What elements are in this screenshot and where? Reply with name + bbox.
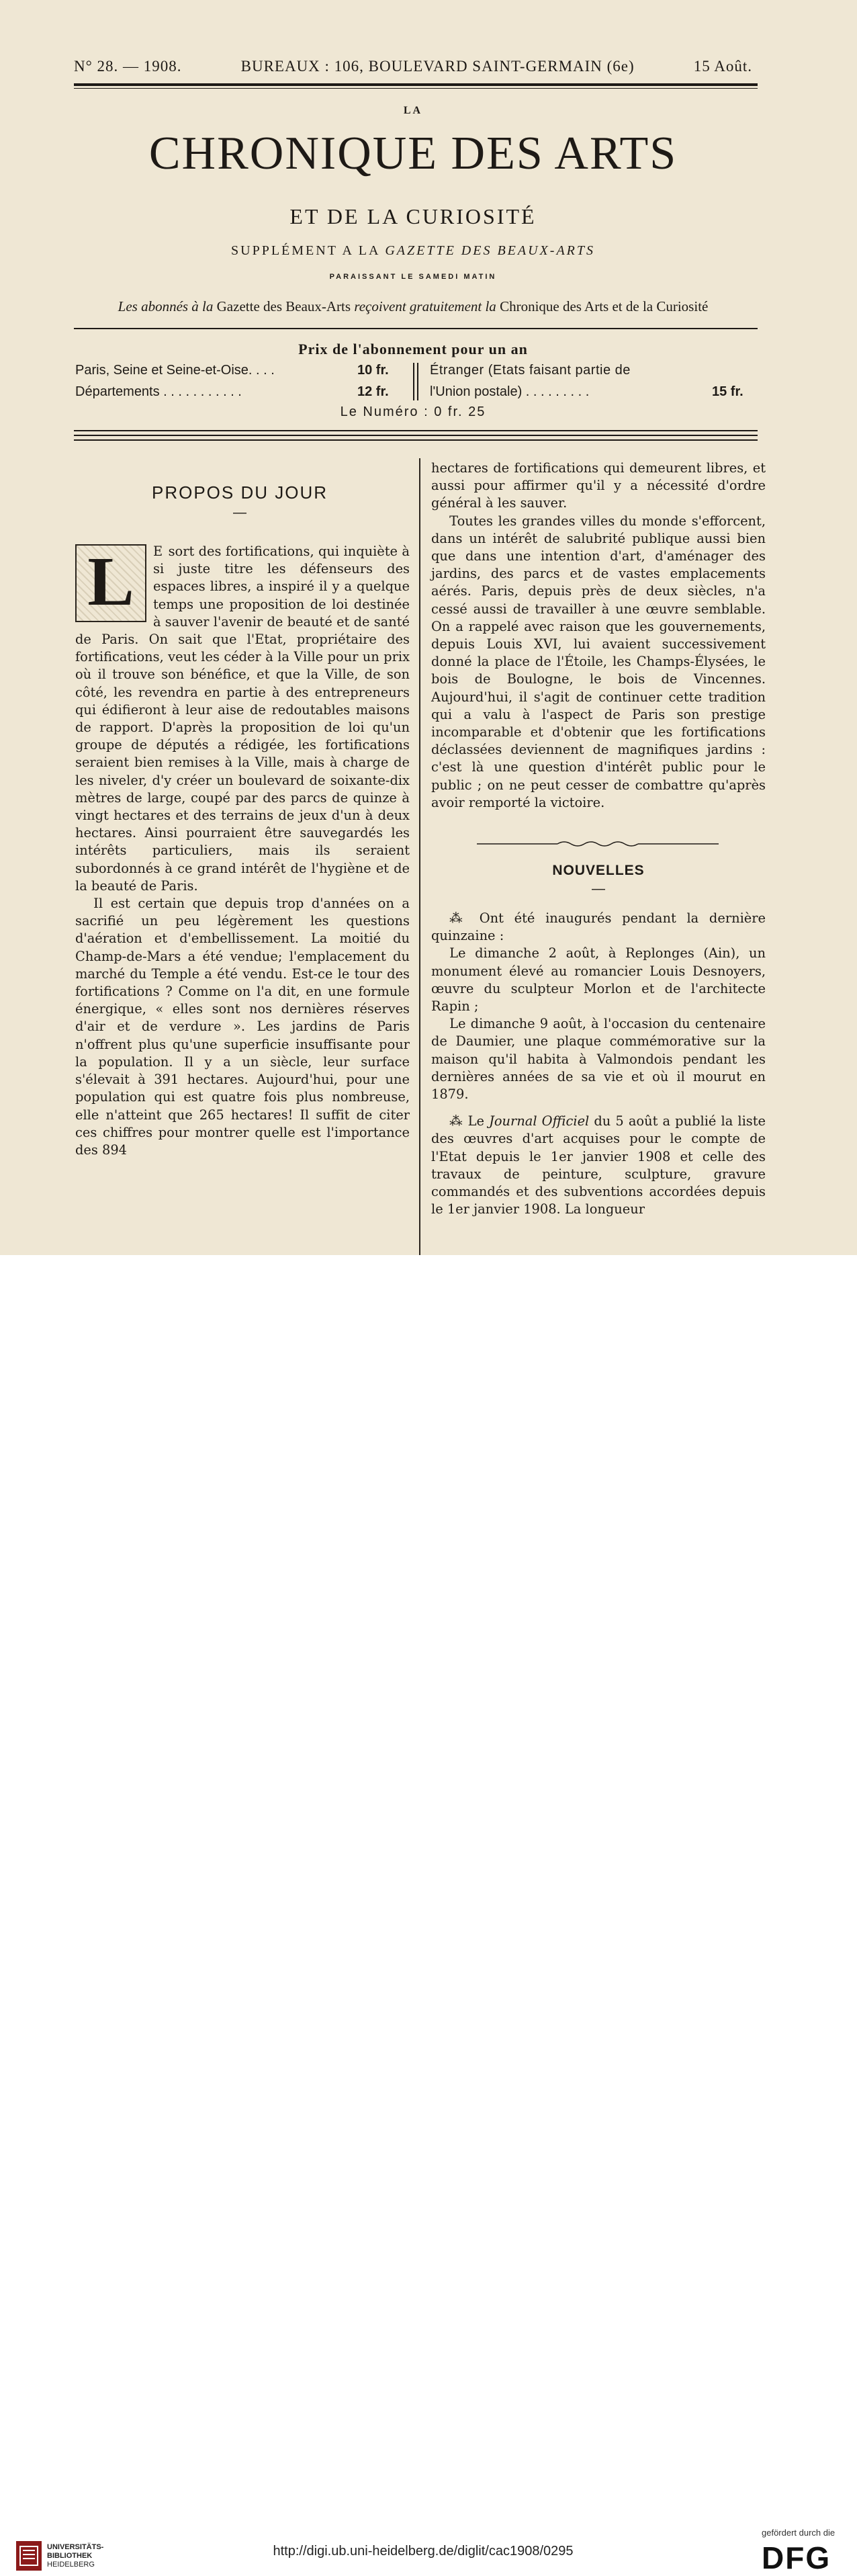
nouvelles-dash: — bbox=[592, 882, 605, 896]
paraissant-line: PARAISSANT LE SAMEDI MATIN bbox=[329, 273, 497, 281]
masthead-la: LA bbox=[403, 105, 423, 116]
right-paragraph-1: hectares de fortifications qui demeurent libres, et aussi pour affirmer qu'il y a nécessité d'ordre général à les sauver. bbox=[431, 460, 766, 511]
university-line-2: BIBLIOTHEK bbox=[47, 2552, 93, 2560]
etranger-price: 15 fr. bbox=[712, 384, 743, 399]
masthead-subtitle: ET DE LA CURIOSITÉ bbox=[289, 204, 537, 228]
subscription-divider-2 bbox=[417, 363, 418, 400]
propos-title: PROPOS DU JOUR bbox=[151, 482, 328, 503]
paris-label: Paris, Seine et Seine-et-Oise. . . . bbox=[75, 363, 275, 378]
nouvelle-4-a: ⁂ Le bbox=[449, 1113, 484, 1129]
supplement-prefix: SUPPLÉMENT A LA bbox=[231, 243, 380, 258]
lead-letter: E bbox=[153, 544, 165, 559]
column-divider bbox=[419, 458, 420, 1256]
bureaux-address: BUREAUX : 106, BOULEVARD SAINT-GERMAIN (6e) bbox=[240, 58, 635, 75]
masthead-rule bbox=[74, 328, 758, 329]
nouvelle-2: Le dimanche 2 août, à Replonges (Ain), un monument élevé au romancier Louis Desnoyers, œuvre du sculpteur Morlon et de l'architecte Rapin ; bbox=[431, 945, 766, 1015]
supplement-gazette: GAZETTE DES BEAUX-ARTS bbox=[385, 243, 595, 258]
source-url[interactable]: http://digi.ub.uni-heidelberg.de/diglit/cac1908/0295 bbox=[273, 2544, 574, 2559]
abonnes-part-3: reçoivent gratuitement la bbox=[354, 298, 496, 314]
university-name bbox=[47, 2543, 103, 2569]
nouvelles-text bbox=[431, 910, 766, 1218]
left-paragraph-2: Il est certain que depuis trop d'années on a sacrifié un peu légèrement les questions d'aération et d'embellissement. La moitié du Champ-de-Mars a été vendue; l'emplacement du marché du Temple a été vendu. Est-ce le tour des fortifications ? Comme on l'a dit, en une formule énergique, « elles sont nos dernières réserves d'air et de verdure ». Les jardins de Paris n'offrent plus qu'une superficie insuffisante pour la population. Il y a un siècle, leur surface s'élevait à 391 hectares. Aujourd'hui, pour une population qui est quatre fois plus nombreuse, elle n'atteint que 265 hectares! Il suffit de citer ces chiffres pour montrer quelle est l'importance des 894 bbox=[75, 896, 410, 1158]
header-rule-thin bbox=[74, 88, 758, 89]
digitization-footer bbox=[0, 1255, 857, 2575]
issue-number: N° 28. — 1908. bbox=[74, 58, 182, 75]
abonnes-part-4: Chronique des Arts et de la Curiosité bbox=[500, 298, 709, 314]
left-paragraph-1-text: sort des fortifications, qui inquiète à si juste titre les défenseurs des espaces libres, a inspiré il y a quelque temps une proposition de loi destinée à sauver l'avenir de beauté et de santé de Paris. On sait que l'Etat, propriétaire des fortifications, veut les céder à la Ville pour un prix où il trouve son bénéfice, et que la Ville, de son côté, les revendra en partie à des entrepreneurs qui édifieront à leur aise de redoutables maisons de rapport. D'après la proposition de loi qu'un groupe de députés a rédigée, les fortifications seraient bien remises à la Ville, mais à charge de les niveler, d'y créer un boulevard de soixante-dix mètres de large, coupé par des parcs de quinze à vingt hectares et des terrains de jeux d'un à deux hectares. Ainsi pourraient être sauvegardés les intérêts particuliers, mais ils seraient subordonnés à ce grand intérêt de l'hygiène et de la beauté de Paris. bbox=[75, 544, 410, 894]
paris-price: 10 fr. bbox=[357, 363, 389, 378]
nouvelle-3: Le dimanche 9 août, à l'occasion du centenaire de Daumier, une plaque commémorative sur la maison qu'il habita à Valmondois pendant les dernières années de sa vie et où il mourut en 1879. bbox=[431, 1016, 766, 1103]
university-line-3: HEIDELBERG bbox=[47, 2561, 95, 2569]
masthead-title: CHRONIQUE DES ARTS bbox=[148, 128, 678, 179]
nouvelle-4 bbox=[431, 1113, 766, 1218]
departements-label: Départements . . . . . . . . . . . bbox=[75, 384, 242, 399]
newspaper-page bbox=[0, 0, 857, 1255]
right-column-text bbox=[431, 460, 766, 812]
numero-price: Le Numéro : 0 fr. 25 bbox=[340, 404, 486, 419]
subscription-divider-1 bbox=[413, 363, 414, 400]
supplement-line bbox=[67, 243, 759, 259]
subscription-rule-2 bbox=[74, 435, 758, 436]
university-logo-icon bbox=[15, 2540, 43, 2572]
dfg-logo: DFG bbox=[762, 2540, 831, 2575]
etranger-line-1: Étranger (Etats faisant partie de bbox=[430, 363, 631, 378]
left-paragraph-1 bbox=[75, 543, 410, 895]
funded-by-label: gefördert durch die bbox=[762, 2528, 836, 2538]
abonnes-part-1: Les abonnés à la bbox=[118, 298, 214, 314]
etranger-line-2: l'Union postale) . . . . . . . . . bbox=[430, 384, 590, 399]
left-column-text bbox=[75, 543, 410, 1159]
paris-price-row bbox=[75, 363, 275, 378]
right-paragraph-2: Toutes les grandes villes du monde s'efforcent, dans un intérêt de salubrité publique aussi bien que dans une intention d'art, d'aménager des jardins, des parcs et de vastes emplacements aérés. Paris, depuis près de deux siècles, n'a cessé aussi de travailler à une œuvre semblable. On a rappelé avec raison que les gouvernements, depuis Louis XVI, lui avaient successivement donné la place de l'Étoile, les Champs-Élysées, le bois de Boulogne, le bois de Vincennes. Aujourd'hui, il s'agit de continuer cette tradition qui a valu à l'aspect de Paris son prestige incomparable et d'obtenir que les fortifications déclassées deviennent de magnifiques jardins : c'est là une question d'intérêt public pour le public ; on ne peut cesser de combattre qu'après avoir remporté la victoire. bbox=[431, 513, 766, 810]
header-rule-thick bbox=[74, 83, 758, 86]
issue-header bbox=[74, 58, 752, 75]
dropcap-ornament: L bbox=[75, 544, 146, 622]
university-line-1: UNIVERSITÄTS- bbox=[47, 2543, 104, 2551]
nouvelles-title: NOUVELLES bbox=[552, 863, 645, 878]
abonnes-part-2: Gazette des Beaux-Arts bbox=[216, 298, 351, 314]
abonnes-line bbox=[67, 298, 759, 315]
nouvelle-1: ⁂ Ont été inaugurés pendant la dernière quinzaine : bbox=[431, 910, 766, 944]
section-ornament bbox=[477, 839, 719, 849]
propos-dash: — bbox=[233, 505, 246, 520]
departements-row bbox=[75, 384, 242, 400]
subscription-rule-1 bbox=[74, 430, 758, 431]
subscription-title: Prix de l'abonnement pour un an bbox=[298, 341, 528, 357]
journal-officiel: Journal Officiel bbox=[489, 1113, 590, 1129]
subscription-rule-3 bbox=[74, 439, 758, 441]
departements-price: 12 fr. bbox=[357, 384, 389, 399]
nouvelle-4-b: du 5 août a publié la liste des œuvres d'art acquises pour le compte de l'Etat depuis le 1er janvier 1908 et celle des travaux de peinture, sculpture, gravure commandés et des subventions accordées depuis le 1er janvier 1908. La longueur bbox=[431, 1113, 766, 1217]
issue-date: 15 Août. bbox=[693, 58, 752, 75]
